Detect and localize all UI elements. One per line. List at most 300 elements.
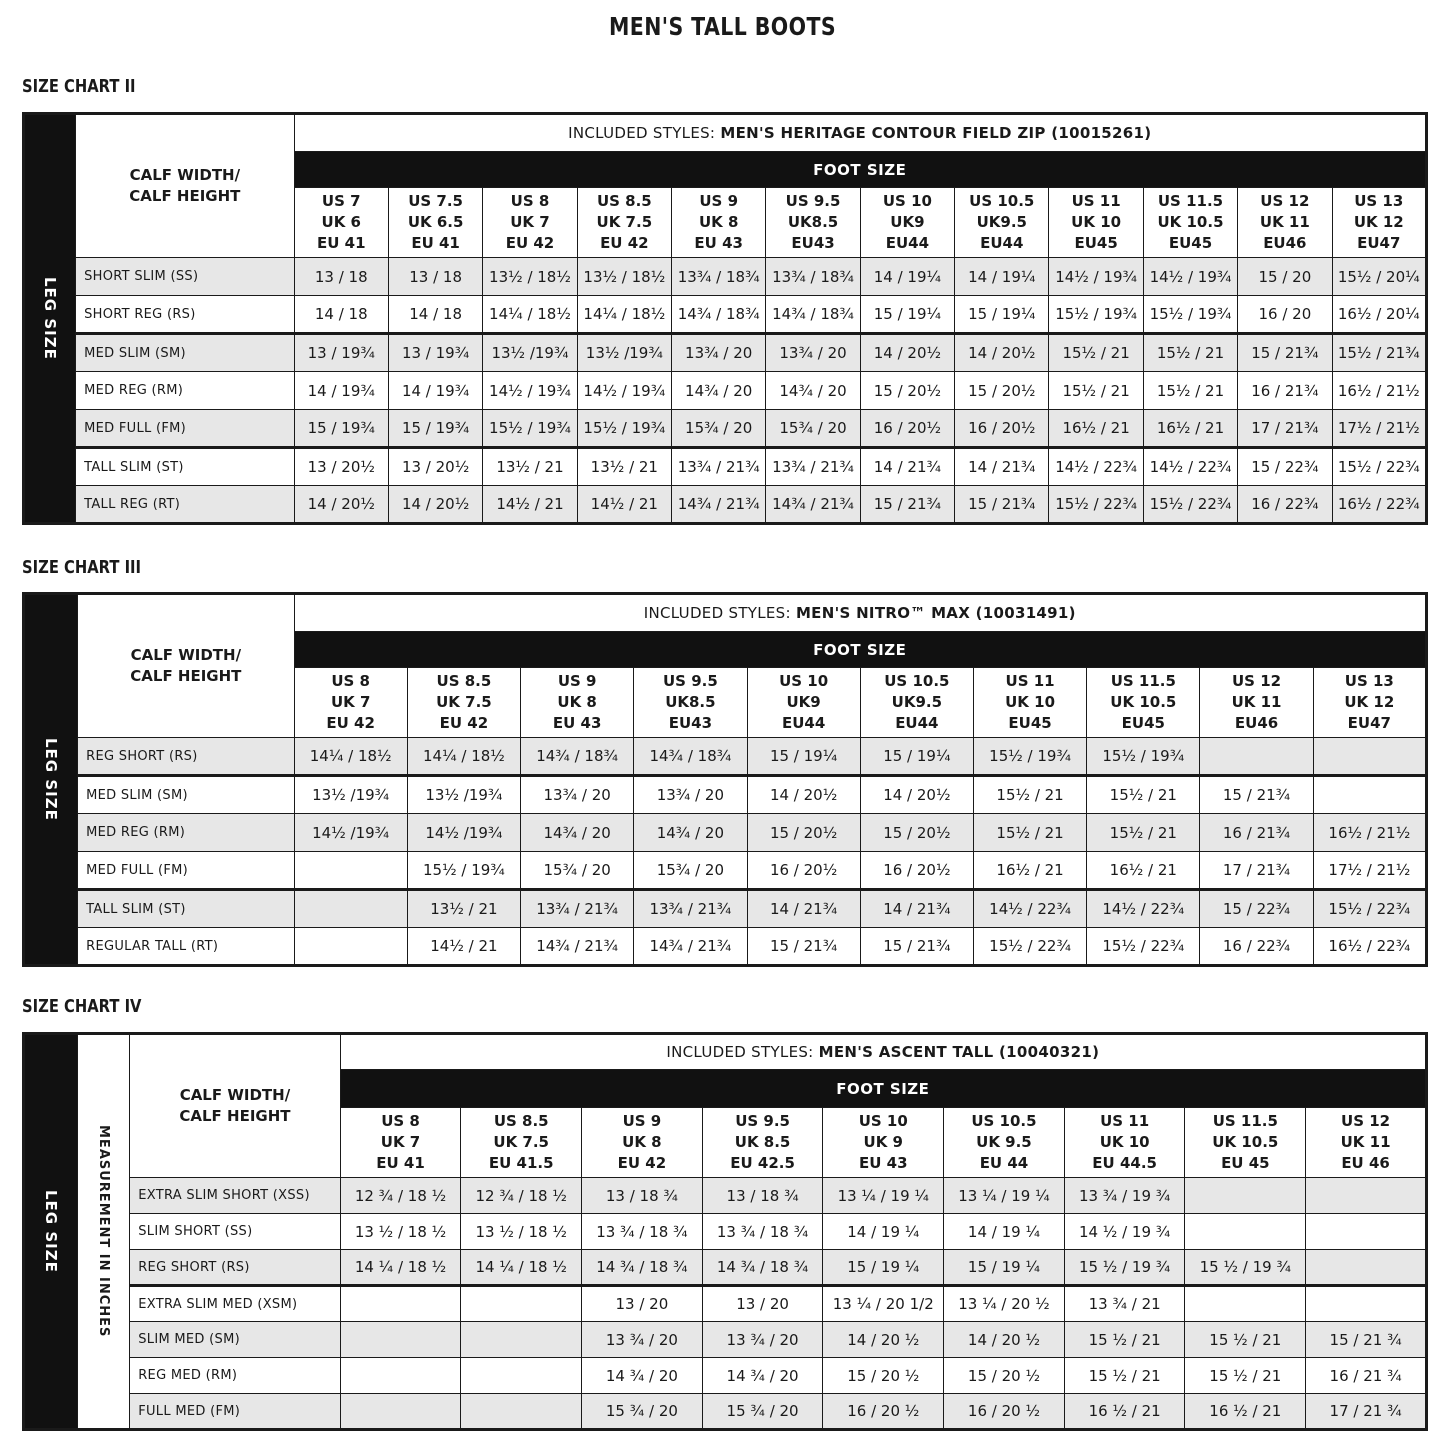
calf-measurement-cell: 14 / 19 ¼	[823, 1214, 944, 1250]
size-line: EU 41	[316, 234, 366, 252]
calf-measurement-cell: 13¾ / 21¾	[634, 890, 747, 928]
size-line: UK 10.5	[1157, 213, 1224, 231]
calf-measurement-cell: 16 / 20	[1238, 296, 1332, 334]
calf-measurement-cell: 16½ / 21	[1143, 410, 1237, 448]
table-row	[24, 814, 1427, 852]
calf-measurement-cell: 14½ / 22¾	[1049, 448, 1143, 486]
size-line: US 9.5	[662, 672, 718, 690]
leg-size-row-label: EXTRA SLIM MED (XSM)	[130, 1286, 340, 1322]
calf-corner-header	[130, 1034, 340, 1178]
calf-measurement-cell	[1313, 776, 1426, 814]
calf-measurement-cell: 14¾ / 21¾	[521, 928, 634, 966]
table-row	[24, 1322, 1427, 1358]
calf-measurement-cell: 14¾ / 18¾	[766, 296, 860, 334]
calf-measurement-cell: 15½ / 19¾	[577, 410, 671, 448]
leg-size-row-label: SLIM SHORT (SS)	[130, 1214, 340, 1250]
calf-measurement-cell: 15 / 20 ½	[944, 1358, 1065, 1394]
calf-measurement-cell: 14¾ / 20	[521, 814, 634, 852]
calf-measurement-cell: 15 / 21¾	[860, 928, 973, 966]
calf-measurement-cell: 15 / 21¾	[955, 486, 1049, 524]
size-line: US 8.5	[596, 192, 652, 210]
calf-measurement-cell: 16 / 20½	[747, 852, 860, 890]
calf-measurement-cell: 13 ¼ / 19 ¼	[944, 1178, 1065, 1214]
calf-measurement-cell: 15½ / 22¾	[1049, 486, 1143, 524]
calf-measurement-cell: 17½ / 21½	[1332, 410, 1426, 448]
corner-line: CALF WIDTH/	[130, 646, 242, 664]
size-line: EU 41	[411, 234, 460, 252]
calf-measurement-cell: 15 / 20½	[747, 814, 860, 852]
calf-measurement-cell: 17 / 21¾	[1200, 852, 1313, 890]
size-line: US 11	[1100, 1112, 1150, 1130]
leg-size-row-label: REG SHORT (RS)	[78, 738, 294, 776]
size-line: UK 7.5	[493, 1133, 549, 1151]
calf-measurement-cell: 14 / 20½	[747, 776, 860, 814]
size-line: EU 42	[439, 714, 489, 732]
size-line: UK 6	[321, 213, 361, 231]
leg-size-band	[24, 594, 78, 966]
calf-measurement-cell: 15½ / 19¾	[407, 852, 520, 890]
calf-measurement-cell: 16 / 20½	[860, 852, 973, 890]
calf-measurement-cell: 13 / 20	[702, 1286, 823, 1322]
foot-size-column-header	[747, 668, 860, 738]
leg-size-band	[24, 114, 76, 524]
foot-size-column-header	[483, 188, 577, 258]
calf-measurement-cell: 14¾ / 18¾	[634, 738, 747, 776]
foot-size-header: FOOT SIZE	[294, 632, 1426, 668]
size-line: US 11	[1071, 192, 1121, 210]
calf-measurement-cell: 15 / 21 ¾	[1306, 1322, 1427, 1358]
size-chart-table	[22, 112, 1428, 525]
size-line: UK9.5	[976, 213, 1027, 231]
table-row	[24, 928, 1427, 966]
calf-measurement-cell: 14 / 20 ½	[944, 1322, 1065, 1358]
calf-measurement-cell: 16 / 21¾	[1238, 372, 1332, 410]
calf-measurement-cell: 14¼ / 18½	[483, 296, 577, 334]
table-row	[24, 486, 1427, 524]
size-line: UK 7.5	[596, 213, 653, 231]
calf-measurement-cell: 13 ½ / 18 ½	[340, 1214, 461, 1250]
calf-measurement-cell: 13¾ / 21¾	[766, 448, 860, 486]
size-line: EU43	[668, 714, 713, 732]
size-line: UK 12	[1344, 693, 1395, 711]
size-line: US 9.5	[785, 192, 841, 210]
calf-measurement-cell	[1185, 1178, 1306, 1214]
calf-measurement-cell: 13½ / 18½	[577, 258, 671, 296]
size-chart-table	[22, 592, 1428, 967]
foot-size-column-header	[702, 1108, 823, 1178]
calf-measurement-cell: 15 / 19¼	[955, 296, 1049, 334]
size-line: UK9	[786, 693, 821, 711]
included-styles-name: MEN'S HERITAGE CONTOUR FIELD ZIP (10015261)	[720, 124, 1152, 142]
calf-measurement-cell: 14 / 19 ¼	[944, 1214, 1065, 1250]
calf-measurement-cell: 14 ¾ / 20	[582, 1358, 703, 1394]
calf-measurement-cell: 14½ / 21	[483, 486, 577, 524]
calf-measurement-cell: 15 ¾ / 20	[702, 1394, 823, 1430]
foot-size-header: FOOT SIZE	[294, 152, 1426, 188]
calf-measurement-cell: 15½ / 21¾	[1332, 334, 1426, 372]
calf-measurement-cell: 14½ / 22¾	[1143, 448, 1237, 486]
size-line: US 8	[510, 192, 550, 210]
foot-size-column-header	[388, 188, 482, 258]
calf-measurement-cell: 14 ¾ / 18 ¾	[582, 1250, 703, 1286]
size-line: US 9	[622, 1112, 662, 1130]
size-chart-table	[22, 1032, 1428, 1431]
table-row	[24, 296, 1427, 334]
calf-measurement-cell: 14 / 19¼	[860, 258, 954, 296]
foot-size-column-header	[1064, 1108, 1185, 1178]
calf-measurement-cell: 16 / 20 ½	[823, 1394, 944, 1430]
foot-size-column-header	[294, 188, 388, 258]
calf-measurement-cell: 14 / 20½	[860, 334, 954, 372]
calf-measurement-cell	[461, 1358, 582, 1394]
calf-measurement-cell	[1306, 1286, 1427, 1322]
size-line: US 10.5	[969, 192, 1035, 210]
calf-measurement-cell: 15 / 20 ½	[823, 1358, 944, 1394]
corner-line: CALF HEIGHT	[179, 1107, 291, 1125]
size-line: US 8	[331, 672, 370, 690]
size-line: EU 41	[376, 1154, 425, 1172]
foot-size-column-header	[1313, 668, 1426, 738]
foot-size-column-header	[1238, 188, 1332, 258]
calf-measurement-cell: 14¾ / 18¾	[521, 738, 634, 776]
leg-size-row-label: MED FULL (FM)	[78, 852, 294, 890]
calf-measurement-cell: 16 / 22¾	[1200, 928, 1313, 966]
calf-measurement-cell: 15 / 19¼	[747, 738, 860, 776]
corner-line: CALF HEIGHT	[130, 667, 242, 685]
calf-measurement-cell	[294, 852, 407, 890]
calf-measurement-cell: 13 / 18	[388, 258, 482, 296]
size-line: EU 43	[694, 234, 743, 252]
included-styles	[340, 1034, 1426, 1070]
size-line: US 7.5	[408, 192, 463, 210]
size-line: US 8.5	[493, 1112, 549, 1130]
calf-measurement-cell: 13½ /19¾	[407, 776, 520, 814]
calf-measurement-cell: 16 ½ / 21	[1185, 1394, 1306, 1430]
size-line: US 10	[858, 1112, 908, 1130]
calf-measurement-cell: 14¾ / 20	[672, 372, 766, 410]
calf-measurement-cell: 16½ / 21	[1049, 410, 1143, 448]
size-line: UK8.5	[787, 213, 839, 231]
calf-measurement-cell: 15 / 19 ¼	[944, 1250, 1065, 1286]
size-line: EU45	[1121, 714, 1165, 732]
size-line: UK 10	[1005, 693, 1056, 711]
size-line: US 10	[882, 192, 932, 210]
leg-size-row-label: FULL MED (FM)	[130, 1394, 340, 1430]
calf-measurement-cell: 16 / 21¾	[1200, 814, 1313, 852]
size-line: UK 10	[1071, 213, 1122, 231]
calf-measurement-cell: 14 / 21¾	[860, 448, 954, 486]
calf-measurement-cell: 13 ¼ / 19 ¼	[823, 1178, 944, 1214]
size-line: UK 9.5	[976, 1133, 1032, 1151]
calf-measurement-cell: 16 / 21 ¾	[1306, 1358, 1427, 1394]
foot-size-header: FOOT SIZE	[340, 1070, 1426, 1108]
size-line: UK 11	[1259, 213, 1310, 231]
leg-size-row-label: MED REG (RM)	[76, 372, 294, 410]
calf-measurement-cell	[1306, 1250, 1427, 1286]
foot-size-column-header	[582, 1108, 703, 1178]
foot-size-column-header	[672, 188, 766, 258]
calf-measurement-cell: 15½ / 19¾	[973, 738, 1086, 776]
foot-size-column-header	[973, 668, 1086, 738]
size-line: UK9	[890, 213, 925, 231]
calf-measurement-cell	[294, 928, 407, 966]
calf-measurement-cell: 15 / 20½	[860, 814, 973, 852]
size-line: UK9.5	[891, 693, 943, 711]
calf-measurement-cell	[340, 1286, 461, 1322]
leg-size-row-label: TALL SLIM (ST)	[78, 890, 294, 928]
size-line: UK 10	[1099, 1133, 1150, 1151]
calf-measurement-cell	[1200, 738, 1313, 776]
size-line: UK 8	[557, 693, 597, 711]
calf-measurement-cell: 13½ /19¾	[483, 334, 577, 372]
calf-measurement-cell: 14½ / 19¾	[1143, 258, 1237, 296]
calf-measurement-cell	[461, 1286, 582, 1322]
calf-measurement-cell: 15 / 22¾	[1238, 448, 1332, 486]
calf-measurement-cell: 14½ / 19¾	[483, 372, 577, 410]
table-row	[24, 776, 1427, 814]
size-line: EU 46	[1341, 1154, 1390, 1172]
leg-size-band	[24, 1034, 78, 1430]
calf-measurement-cell: 15½ / 22¾	[1087, 928, 1200, 966]
size-line: US 10.5	[884, 672, 950, 690]
foot-size-column-header	[1049, 188, 1143, 258]
calf-measurement-cell: 13 ½ / 18 ½	[461, 1214, 582, 1250]
calf-measurement-cell: 14½ /19¾	[294, 814, 407, 852]
calf-measurement-cell: 14¼ / 18½	[294, 738, 407, 776]
size-line: EU 42	[600, 234, 649, 252]
table-row	[24, 852, 1427, 890]
size-line: UK 11	[1231, 693, 1282, 711]
calf-measurement-cell: 14 ¼ / 18 ½	[340, 1250, 461, 1286]
calf-measurement-cell: 14 ¾ / 18 ¾	[702, 1250, 823, 1286]
size-line: EU 44	[979, 1154, 1029, 1172]
calf-measurement-cell: 15¾ / 20	[766, 410, 860, 448]
calf-measurement-cell: 13½ / 21	[577, 448, 671, 486]
calf-measurement-cell: 15½ / 19¾	[1087, 738, 1200, 776]
calf-measurement-cell: 14¼ / 18½	[407, 738, 520, 776]
page-title: MEN'S TALL BOOTS	[608, 12, 837, 41]
calf-measurement-cell: 13¾ / 21¾	[521, 890, 634, 928]
size-line: UK 7.5	[436, 693, 492, 711]
calf-measurement-cell: 13½ / 18½	[483, 258, 577, 296]
corner-line: CALF WIDTH/	[179, 1086, 291, 1104]
calf-measurement-cell: 15½ / 21	[1049, 334, 1143, 372]
calf-measurement-cell: 15½ / 21	[973, 814, 1086, 852]
foot-size-column-header	[1306, 1108, 1427, 1178]
foot-size-column-header	[1200, 668, 1313, 738]
calf-measurement-cell	[1185, 1286, 1306, 1322]
size-line: EU 44.5	[1092, 1154, 1157, 1172]
calf-measurement-cell: 16½ / 21½	[1332, 372, 1426, 410]
calf-measurement-cell: 15 ½ / 21	[1185, 1322, 1306, 1358]
calf-measurement-cell: 15½ / 20¼	[1332, 258, 1426, 296]
leg-size-row-label: TALL SLIM (ST)	[76, 448, 294, 486]
leg-size-row-label: REGULAR TALL (RT)	[78, 928, 294, 966]
calf-measurement-cell: 13 / 20	[582, 1286, 703, 1322]
foot-size-column-header	[955, 188, 1049, 258]
table-row	[24, 372, 1427, 410]
size-line: EU44	[980, 234, 1024, 252]
size-line: US 11.5	[1110, 672, 1176, 690]
size-line: UK 7	[510, 213, 550, 231]
calf-measurement-cell: 14 / 18	[294, 296, 388, 334]
calf-measurement-cell: 14 / 20½	[294, 486, 388, 524]
foot-size-column-header	[634, 668, 747, 738]
included-styles	[294, 594, 1426, 632]
calf-measurement-cell	[340, 1358, 461, 1394]
size-chart-title: SIZE CHART II	[22, 76, 136, 97]
calf-measurement-cell: 13 ¾ / 18 ¾	[582, 1214, 703, 1250]
calf-measurement-cell: 14 / 21¾	[860, 890, 973, 928]
calf-measurement-cell: 13¾ / 20	[766, 334, 860, 372]
size-line: EU44	[885, 234, 930, 252]
calf-measurement-cell: 13¾ / 18¾	[766, 258, 860, 296]
size-line: EU 42	[617, 1154, 667, 1172]
calf-measurement-cell: 13¾ / 21¾	[672, 448, 766, 486]
size-line: US 11.5	[1212, 1112, 1278, 1130]
calf-measurement-cell: 15 / 21¾	[860, 486, 954, 524]
measurement-band	[78, 1034, 130, 1430]
size-chart-title: SIZE CHART III	[22, 557, 142, 578]
foot-size-column-header	[1332, 188, 1426, 258]
calf-measurement-cell: 13 / 20½	[388, 448, 482, 486]
calf-measurement-cell: 13½ / 21	[483, 448, 577, 486]
leg-size-row-label: SHORT SLIM (SS)	[76, 258, 294, 296]
calf-measurement-cell	[461, 1394, 582, 1430]
calf-measurement-cell: 17 / 21 ¾	[1306, 1394, 1427, 1430]
calf-measurement-cell: 15 / 19¾	[388, 410, 482, 448]
calf-measurement-cell: 15 / 22¾	[1200, 890, 1313, 928]
calf-measurement-cell: 15 ½ / 21	[1064, 1358, 1185, 1394]
size-line: UK 12	[1353, 213, 1404, 231]
calf-measurement-cell: 15 / 20½	[955, 372, 1049, 410]
size-chart-title: SIZE CHART IV	[22, 996, 142, 1017]
calf-corner-header	[76, 114, 294, 258]
calf-measurement-cell: 13 ¼ / 20 ½	[944, 1286, 1065, 1322]
calf-measurement-cell: 17½ / 21½	[1313, 852, 1426, 890]
size-line: US 13	[1344, 672, 1394, 690]
calf-measurement-cell: 14 ½ / 19 ¾	[1064, 1214, 1185, 1250]
calf-measurement-cell: 13 ¾ / 18 ¾	[702, 1214, 823, 1250]
calf-measurement-cell: 16½ / 21½	[1313, 814, 1426, 852]
calf-measurement-cell: 13 / 19¾	[294, 334, 388, 372]
corner-line: CALF HEIGHT	[129, 187, 241, 205]
calf-measurement-cell: 15 / 21¾	[1200, 776, 1313, 814]
corner-line: CALF WIDTH/	[129, 166, 241, 184]
foot-size-column-header	[944, 1108, 1065, 1178]
leg-size-row-label: REG SHORT (RS)	[130, 1250, 340, 1286]
calf-measurement-cell: 14 / 20½	[860, 776, 973, 814]
calf-measurement-cell: 16 / 20½	[860, 410, 954, 448]
calf-measurement-cell: 15½ / 19¾	[483, 410, 577, 448]
foot-size-column-header	[860, 668, 973, 738]
table-row	[24, 334, 1427, 372]
calf-measurement-cell: 15¾ / 20	[521, 852, 634, 890]
calf-measurement-cell: 14½ / 22¾	[973, 890, 1086, 928]
calf-measurement-cell	[340, 1394, 461, 1430]
size-line: US 12	[1260, 192, 1310, 210]
leg-size-row-label: SHORT REG (RS)	[76, 296, 294, 334]
calf-measurement-cell: 13¾ / 18¾	[672, 258, 766, 296]
calf-measurement-cell: 14¾ / 20	[766, 372, 860, 410]
calf-measurement-cell: 15½ / 22¾	[973, 928, 1086, 966]
size-line: UK 9	[863, 1133, 903, 1151]
included-styles-name: MEN'S ASCENT TALL (10040321)	[818, 1043, 1100, 1061]
calf-measurement-cell: 13½ /19¾	[577, 334, 671, 372]
calf-measurement-cell: 13 / 18 ¾	[702, 1178, 823, 1214]
calf-measurement-cell: 12 ¾ / 18 ½	[461, 1178, 582, 1214]
calf-measurement-cell: 14¾ / 18¾	[672, 296, 766, 334]
calf-measurement-cell: 13¾ / 20	[672, 334, 766, 372]
calf-measurement-cell: 14 / 21¾	[747, 890, 860, 928]
calf-measurement-cell: 13½ / 21	[407, 890, 520, 928]
calf-measurement-cell: 14½ /19¾	[407, 814, 520, 852]
size-line: UK 10.5	[1212, 1133, 1279, 1151]
calf-measurement-cell: 14½ / 21	[407, 928, 520, 966]
calf-measurement-cell: 14 / 19¾	[294, 372, 388, 410]
table-row	[24, 448, 1427, 486]
calf-measurement-cell: 14 / 19¼	[955, 258, 1049, 296]
calf-measurement-cell: 15 ½ / 21	[1185, 1358, 1306, 1394]
size-line: EU 42	[326, 714, 375, 732]
size-line: US 7	[321, 192, 361, 210]
table-row	[24, 1178, 1427, 1214]
size-line: EU 43	[859, 1154, 908, 1172]
calf-measurement-cell: 14 ¼ / 18 ½	[461, 1250, 582, 1286]
calf-measurement-cell: 16 ½ / 21	[1064, 1394, 1185, 1430]
table-row	[24, 1286, 1427, 1322]
size-line: UK 8	[622, 1133, 662, 1151]
calf-measurement-cell: 15 ¾ / 20	[582, 1394, 703, 1430]
calf-measurement-cell: 14¾ / 20	[634, 814, 747, 852]
size-line: US 10.5	[971, 1112, 1037, 1130]
calf-measurement-cell: 15¾ / 20	[672, 410, 766, 448]
size-line: UK 10.5	[1110, 693, 1177, 711]
included-styles-prefix: INCLUDED STYLES:	[666, 1043, 819, 1061]
size-line: EU45	[1168, 234, 1213, 252]
size-line: EU 45	[1221, 1154, 1270, 1172]
table-row	[24, 1358, 1427, 1394]
size-line: EU47	[1357, 234, 1401, 252]
foot-size-column-header	[521, 668, 634, 738]
calf-measurement-cell: 16 / 20 ½	[944, 1394, 1065, 1430]
size-line: US 8	[381, 1112, 420, 1130]
size-line: UK 11	[1340, 1133, 1391, 1151]
calf-corner-header	[78, 594, 294, 738]
calf-measurement-cell: 16½ / 21	[973, 852, 1086, 890]
leg-size-row-label: EXTRA SLIM SHORT (XSS)	[130, 1178, 340, 1214]
size-line: UK 7	[330, 693, 371, 711]
calf-measurement-cell: 15 / 19¼	[860, 738, 973, 776]
calf-measurement-cell	[1313, 738, 1426, 776]
calf-measurement-cell: 14¾ / 21¾	[634, 928, 747, 966]
calf-measurement-cell: 14½ / 19¾	[577, 372, 671, 410]
calf-measurement-cell: 14 / 19¾	[388, 372, 482, 410]
table-row	[24, 890, 1427, 928]
included-styles-prefix: INCLUDED STYLES:	[568, 124, 721, 142]
size-line: US 10	[779, 672, 829, 690]
table-row	[24, 410, 1427, 448]
calf-measurement-cell	[1306, 1178, 1427, 1214]
calf-measurement-cell: 13 / 18	[294, 258, 388, 296]
calf-measurement-cell: 13 ¼ / 20 1/2	[823, 1286, 944, 1322]
size-line: UK8.5	[665, 693, 716, 711]
calf-measurement-cell: 17 / 21¾	[1238, 410, 1332, 448]
calf-measurement-cell: 14 / 20½	[388, 486, 482, 524]
size-line: US 13	[1354, 192, 1404, 210]
calf-measurement-cell: 13 ¾ / 21	[1064, 1286, 1185, 1322]
size-line: UK 7	[380, 1133, 421, 1151]
